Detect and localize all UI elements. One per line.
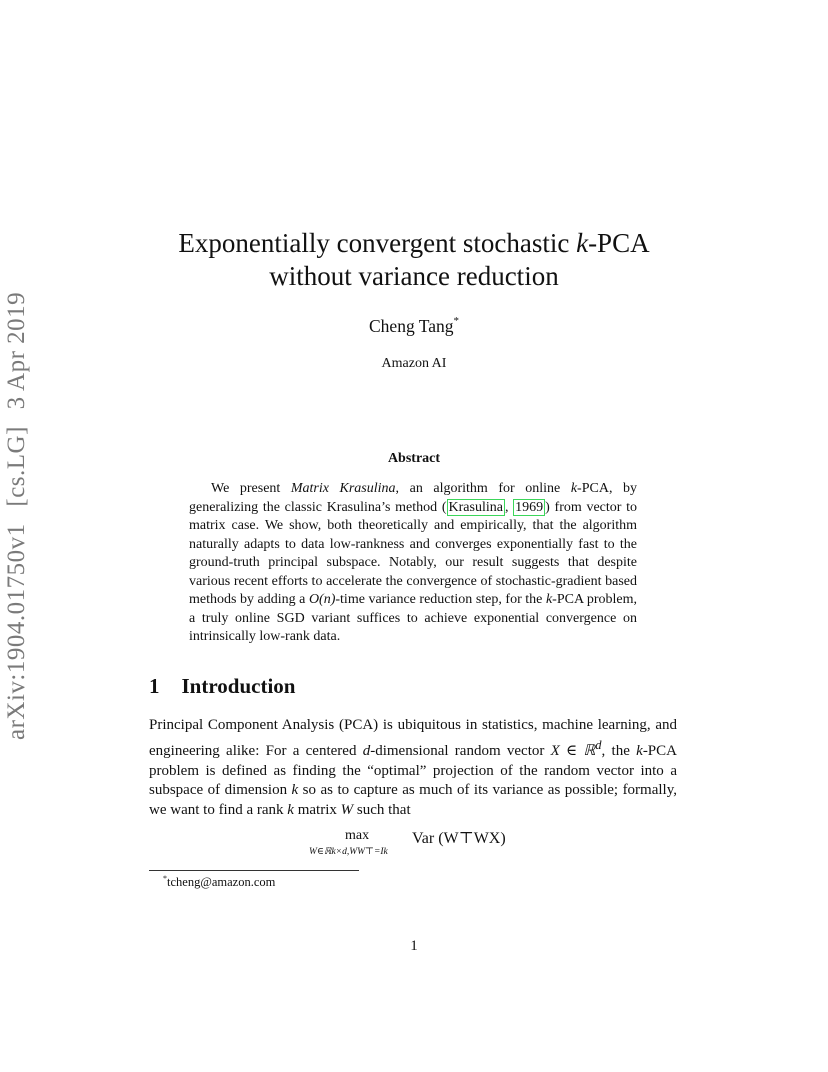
abstract-body: We present Matrix Krasulina, an algorithm for online k-PCA, by generalizing the classic Krasulina’s method ( Krasulina , 1969 ) from vector to matrix case. We show, both theoretically and empirically, that the algorithm naturally adapts to data low-rankness and converges exponentially fast to the ground-truth principal subspace. Notably, our result suggests that despite various recent efforts to accelerate the convergence of stochastic-gradient based methods by adding a O(n)-time variance reduction step, for the k-PCA problem, a truly online SGD variant suffices to achieve exponential convergence on intrinsically low-rank data. (189, 481, 638, 644)
intro-paragraph: Principal Component Analysis (PCA) is ubiquitous in statistics, machine learning, and engineering alike: For a centered d-dimensional random vector X ∈ ℝ$^d$, the k-PCA problem is defined as finding the “optimal” projection of the random vector into a subspace of dimension k so as to capture as much of its variance as possible; formally, we want to find a rank k matrix W such that (149, 717, 677, 819)
footnote (163, 874, 275, 890)
citation-link-author[interactable]: Krasulina (448, 499, 503, 515)
equation-constraint: W∈ℝk×d,WW⊤=Ik (309, 847, 388, 857)
paper-title (0, 227, 828, 293)
equation-objective: Var (W⊤WX) (412, 830, 506, 847)
author-name: Cheng Tang* (369, 315, 459, 336)
arxiv-category: [cs.LG] (3, 426, 30, 507)
footnote-email: tcheng@amazon.com (167, 875, 276, 890)
abstract-heading: Abstract (387, 451, 441, 466)
title-line-1: Exponentially convergent stochastic k-PCA (178, 228, 650, 258)
arxiv-date: 3 Apr 2019 (3, 291, 30, 410)
title-line-2: without variance reduction (269, 261, 559, 291)
page-number: 1 (410, 938, 418, 954)
arxiv-id: arXiv:1904.01750v1 (3, 523, 30, 740)
footnote-marker: * (163, 874, 167, 883)
citation-link-year[interactable]: 1969 (515, 499, 544, 515)
footnote-rule (149, 870, 359, 871)
author-footnote-marker: * (453, 315, 459, 328)
section-title: Introduction (181, 674, 296, 698)
section-heading (149, 674, 295, 699)
section-number: 1 (149, 674, 160, 698)
author-affiliation: Amazon AI (381, 356, 447, 371)
equation-max-operator: max (345, 828, 370, 843)
pca-objective-equation (307, 828, 537, 860)
